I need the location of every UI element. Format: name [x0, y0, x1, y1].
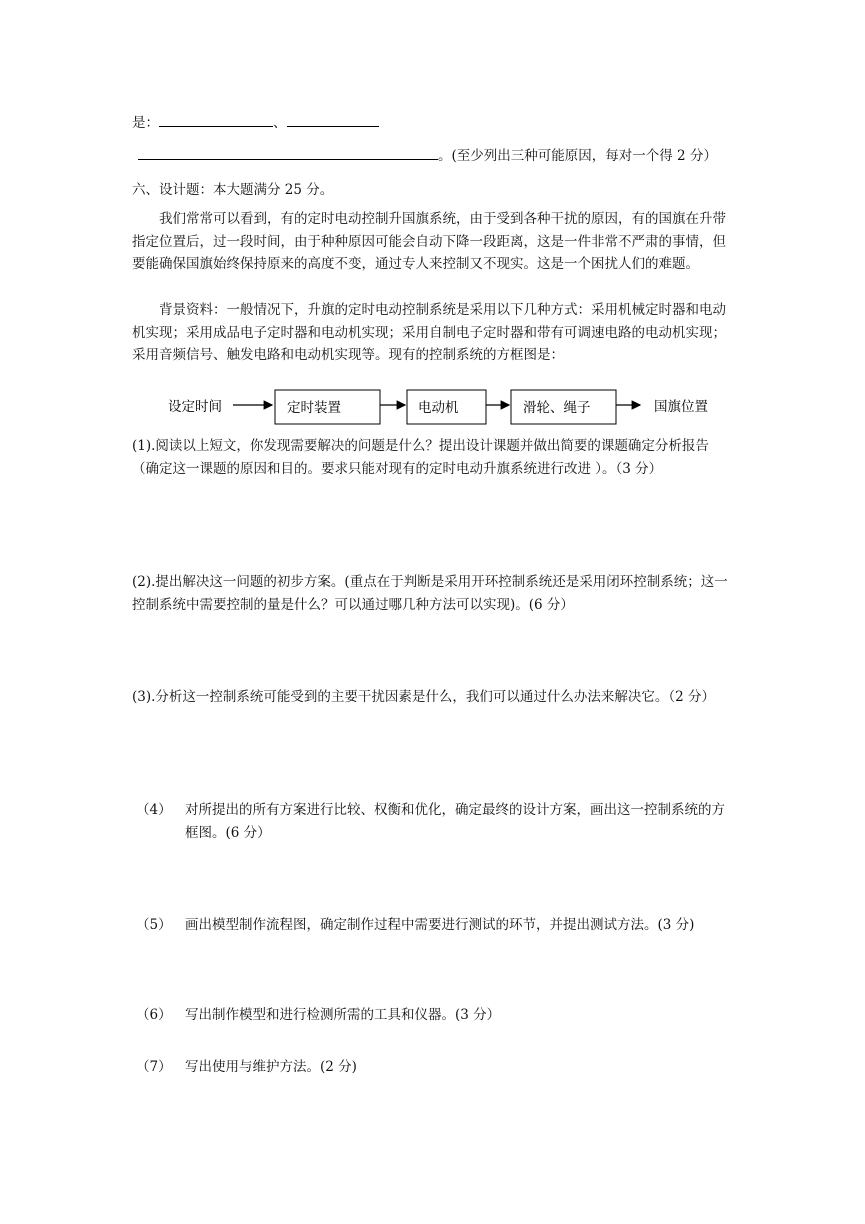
question-4-number: （4） — [136, 802, 172, 818]
question-3-number: (3). — [132, 689, 156, 705]
question-1 — [132, 435, 735, 480]
block-diagram — [0, 0, 865, 440]
diagram-output-label: 国旗位置 — [654, 399, 708, 415]
section-heading: 六、设计题：本大题满分 25 分。 — [132, 182, 334, 198]
answer-note: 。(至少列出三种可能原因，每对一个得 2 分） — [438, 148, 717, 164]
question-2-number: (2). — [132, 574, 156, 590]
paragraph-2: 背景资料：一般情况下，升旗的定时电动控制系统是采用以下几种方式：采用机械定时器和电动机实现；采用成品电子定时器和电动机实现；采用自制电子定时器和带有可调速电路的电动机实现；采用音频信号、触发电路和电动机实现等。现有的控制系统的方框图是： — [132, 302, 726, 363]
answer-separator: 、 — [273, 115, 287, 131]
answer-prefix: 是： — [132, 115, 159, 131]
paragraph-1: 我们常常可以看到，有的定时电动控制升国旗系统，由于受到各种干扰的原因，有的国旗在升带指定位置后，过一段时间，由于种种原因可能会自动下降一段距离，这是一件非常不严肃的事情，但要能确保国旗始终保持原来的高度不变，通过专人来控制又不现实。这是一个困扰人们的难题。 — [132, 211, 726, 272]
diagram-box-timer-label: 定时装置 — [287, 400, 341, 416]
question-1-number: (1). — [132, 438, 156, 454]
question-6-number: （6） — [136, 1007, 172, 1023]
question-7-text: 写出使用与维护方法。(2 分) — [185, 1059, 357, 1075]
question-2 — [132, 571, 735, 616]
question-6-text: 写出制作模型和进行检测所需的工具和仪器。(3 分） — [185, 1007, 501, 1023]
question-5-number: （5） — [136, 917, 172, 933]
question-1-text: 阅读以上短文，你发现需要解决的问题是什么？提出设计课题并做出简要的课题确定分析报告（确定这一课题的原因和目的。要求只能对现有的定时电动升旗系统进行改进 ）。（3 分） — [132, 438, 709, 477]
question-7-number: （7） — [136, 1059, 172, 1075]
question-4-text: 对所提出的所有方案进行比较、权衡和优化，确定最终的设计方案，画出这一控制系统的方框图。(6 分） — [185, 802, 725, 841]
question-5-text: 画出模型制作流程图，确定制作过程中需要进行测试的环节，并提出测试方法。(3 分) — [185, 917, 695, 933]
diagram-box-motor-label: 电动机 — [418, 400, 459, 416]
question-3-text: 分析这一控制系统可能受到的主要干扰因素是什么，我们可以通过什么办法来解决它。（2 分） — [155, 689, 716, 705]
question-3 — [132, 686, 735, 709]
question-2-text: 提出解决这一问题的初步方案。(重点在于判断是采用开环控制系统还是采用闭环控制系统；这一控制系统中需要控制的量是什么？可以通过哪几种方法可以实现)。(6 分） — [132, 574, 728, 613]
diagram-box-pulley-label: 滑轮、绳子 — [523, 400, 591, 416]
diagram-input-label: 设定时间 — [168, 399, 222, 415]
